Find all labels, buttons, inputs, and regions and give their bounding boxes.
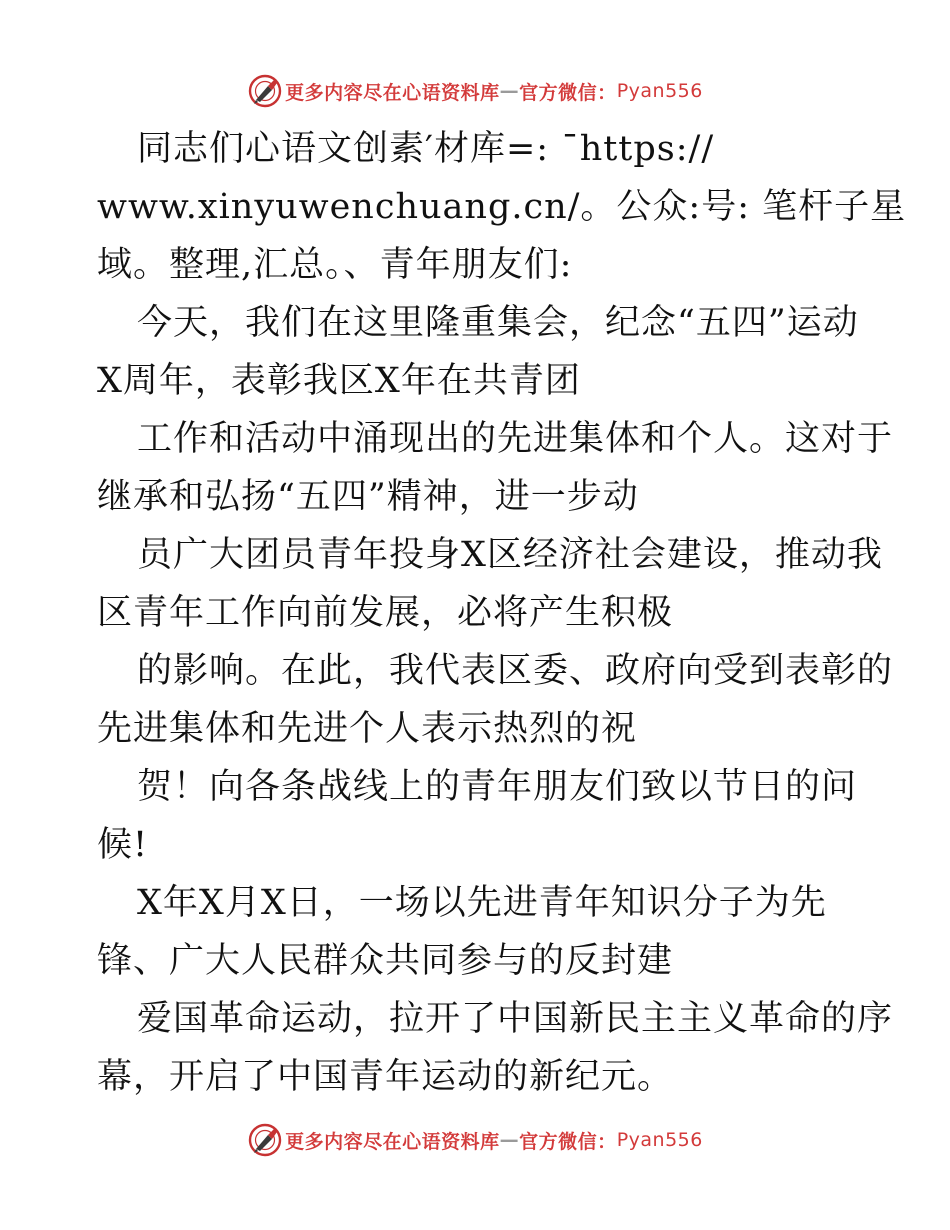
banner-contact-label: 官方微信：: [519, 1130, 617, 1153]
text-line: 的影响。在此，我代表区委、政府向受到表彰的: [137, 651, 894, 691]
text-line: X周年，表彰我区X年在共青团: [97, 361, 581, 401]
text-line: www.xinyuwenchuang.cn/。公众:号: 笔杆子星: [97, 187, 907, 227]
footer-watermark-banner: [0, 1120, 950, 1160]
text-line: 员广大团员青年投身X区经济社会建设，推动我: [137, 535, 883, 575]
text-line: X年X月X日，一场以先进青年知识分子为先: [137, 883, 827, 923]
pen-logo-icon: [247, 1122, 283, 1158]
banner-brand-text: 更多内容尽在心语资料库: [285, 81, 500, 104]
text-line: 爱国革命运动，拉开了中国新民主主义革命的序: [137, 999, 894, 1039]
text-line: 候!: [97, 825, 149, 865]
header-watermark-banner: [0, 71, 950, 111]
text-line: 工作和活动中涌现出的先进集体和个人。这对于: [137, 419, 894, 459]
text-line: 贺！向各条战线上的青年朋友们致以节日的问: [137, 767, 858, 807]
text-line: 幕，开启了中国青年运动的新纪元。: [97, 1057, 674, 1097]
text-line: 先进集体和先进个人表示热烈的祝: [97, 709, 638, 749]
banner-contact-label: 官方微信：: [519, 81, 617, 104]
text-line: 同志们心语文创素′材库=: ¯https://: [137, 129, 715, 169]
banner-separator: —: [499, 80, 520, 102]
text-line: 区青年工作向前发展，必将产生积极: [97, 593, 674, 633]
banner-separator: —: [499, 1129, 520, 1151]
banner-wechat-id: Pyan556: [616, 80, 703, 102]
text-line: 今天，我们在这里隆重集会，纪念“五四”运动: [137, 303, 859, 343]
text-line: 域。整理,汇总。、青年朋友们:: [97, 245, 573, 285]
banner-brand-text: 更多内容尽在心语资料库: [285, 1130, 500, 1153]
text-line: 继承和弘扬“五四”精神，进一步动: [97, 477, 639, 517]
banner-wechat-id: Pyan556: [616, 1129, 703, 1151]
pen-logo-icon: [247, 73, 283, 109]
text-line: 锋、广大人民群众共同参与的反封建: [97, 941, 674, 981]
